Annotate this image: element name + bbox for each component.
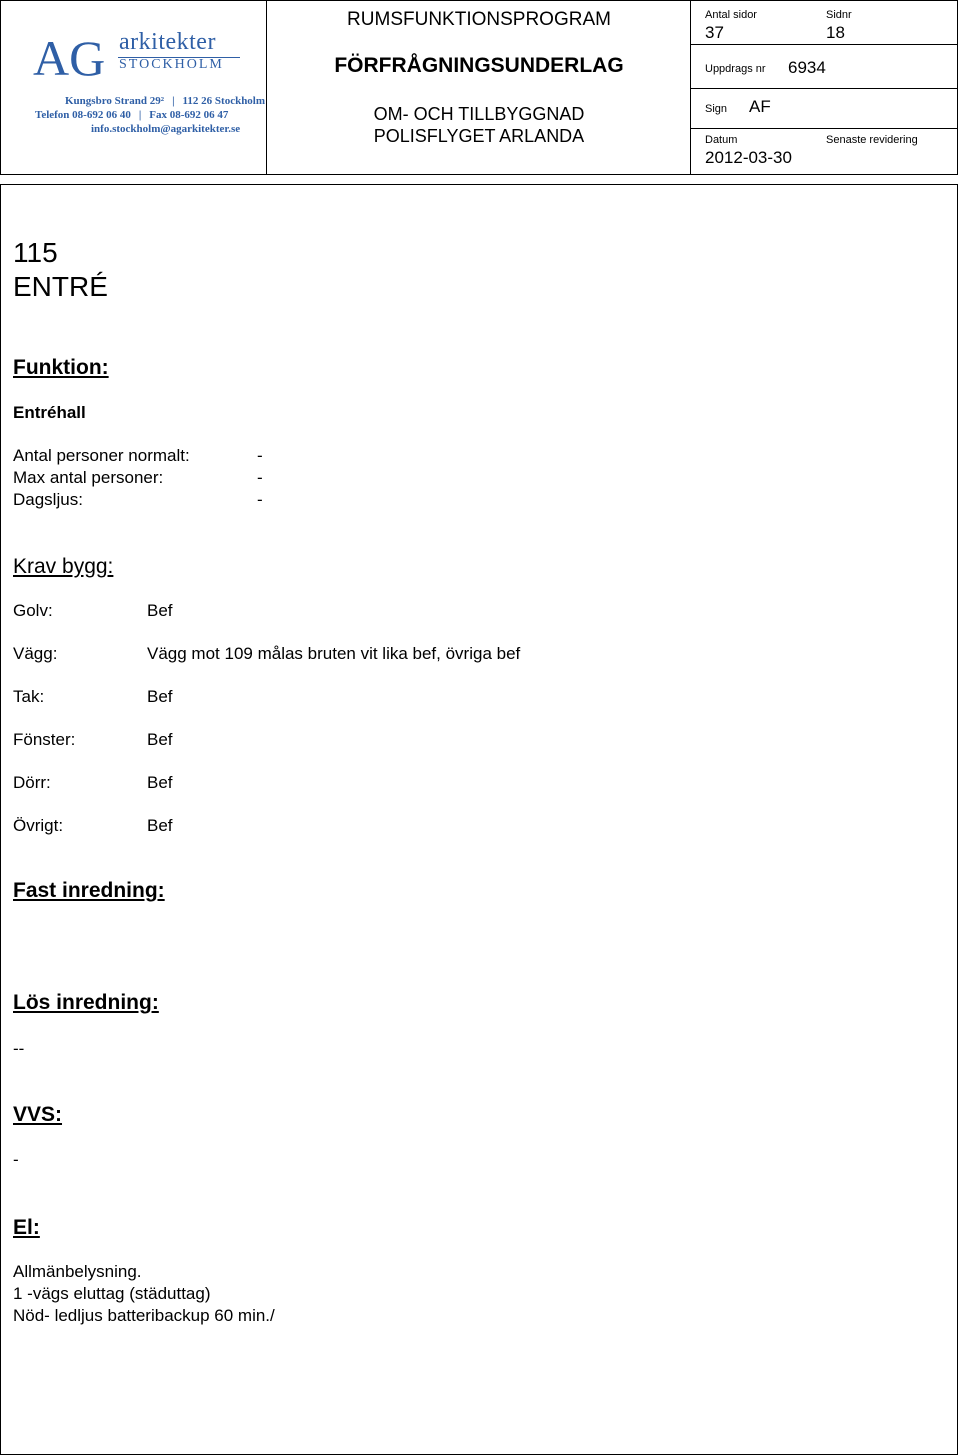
logo-address-line-2: Telefon 08-692 06 40 | Fax 08-692 06 47 — [35, 109, 229, 121]
section-heading-el: El: — [13, 1216, 40, 1239]
vvs-value: - — [13, 1150, 19, 1169]
el-line-1: Allmänbelysning. — [13, 1262, 142, 1281]
date-value: 2012-03-30 — [705, 148, 792, 167]
date-label: Datum — [705, 134, 738, 146]
logo-phone: Telefon 08-692 06 40 — [35, 109, 131, 121]
persons-normal-label: Antal personer normalt: — [13, 446, 190, 465]
wall-label: Vägg: — [13, 644, 58, 663]
persons-max-label: Max antal personer: — [13, 468, 164, 487]
revision-label: Senaste revidering — [826, 134, 918, 146]
sign-value: AF — [749, 97, 771, 116]
floor-label: Golv: — [13, 601, 53, 620]
assignment-number-value: 6934 — [788, 58, 826, 77]
logo-email: info.stockholm@agarkitekter.se — [91, 123, 241, 135]
wall-value: Vägg mot 109 målas bruten vit lika bef, övriga bef — [147, 644, 521, 663]
loose-furniture-value: -- — [13, 1039, 25, 1058]
document-title-block — [266, 0, 691, 175]
company-logo-block — [0, 0, 267, 175]
document-type: FÖRFRÅGNINGSUNDERLAG — [334, 54, 624, 77]
daylight-value: - — [257, 490, 263, 509]
floor-value: Bef — [147, 601, 173, 620]
window-label: Fönster: — [13, 730, 76, 749]
logo-firm-name: arkitekter — [119, 29, 216, 55]
logo-address-line-1: Kungsbro Strand 29² | 112 26 Stockholm — [65, 95, 266, 107]
logo-postcode: 112 26 Stockholm — [182, 95, 266, 107]
meta-row-pages — [691, 1, 957, 45]
program-title: RUMSFUNKTIONSPROGRAM — [347, 9, 611, 30]
svg-text:AG: AG — [33, 30, 106, 85]
door-label: Dörr: — [13, 773, 51, 792]
project-name-line-1: OM- OCH TILLBYGGNAD — [373, 104, 585, 124]
room-name: ENTRÉ — [13, 271, 108, 302]
door-value: Bef — [147, 773, 173, 792]
meta-row-date — [691, 128, 957, 176]
ag-logo-mark-icon — [31, 27, 117, 85]
ceiling-label: Tak: — [13, 687, 45, 706]
ceiling-value: Bef — [147, 687, 173, 706]
meta-row-sign — [691, 88, 957, 129]
el-line-3: Nöd- ledljus batteribackup 60 min./ — [13, 1306, 275, 1325]
logo-street: Kungsbro Strand 29² — [65, 95, 165, 107]
section-heading-vvs: VVS: — [13, 1103, 63, 1126]
room-function-name: Entréhall — [13, 403, 86, 422]
persons-max-value: - — [257, 468, 263, 487]
persons-normal-value: - — [257, 446, 263, 465]
assignment-number-label: Uppdrags nr — [705, 63, 766, 75]
other-value: Bef — [147, 816, 173, 835]
section-heading-funktion: Funktion: — [13, 356, 109, 379]
section-heading-fast-inredning: Fast inredning: — [13, 879, 165, 902]
el-line-2: 1 -vägs eluttag (städuttag) — [13, 1284, 211, 1303]
logo-city-name: STOCKHOLM — [119, 57, 224, 72]
sign-label: Sign — [705, 103, 728, 115]
room-sheet — [0, 184, 958, 1455]
meta-row-assignment — [691, 44, 957, 89]
page-number-value: 18 — [826, 23, 845, 42]
project-name-line-2: POLISFLYGET ARLANDA — [373, 126, 585, 146]
daylight-label: Dagsljus: — [13, 490, 83, 509]
window-value: Bef — [147, 730, 173, 749]
logo-fax: Fax 08-692 06 47 — [149, 109, 229, 121]
room-number: 115 — [13, 237, 58, 268]
page-count-value: 37 — [705, 23, 724, 42]
section-heading-los-inredning: Lös inredning: — [13, 991, 159, 1014]
document-meta-block — [690, 0, 958, 175]
section-heading-krav-bygg: Krav bygg: — [13, 555, 114, 578]
other-label: Övrigt: — [13, 816, 64, 835]
page-number-label: Sidnr — [826, 9, 852, 21]
page-count-label: Antal sidor — [705, 9, 757, 21]
